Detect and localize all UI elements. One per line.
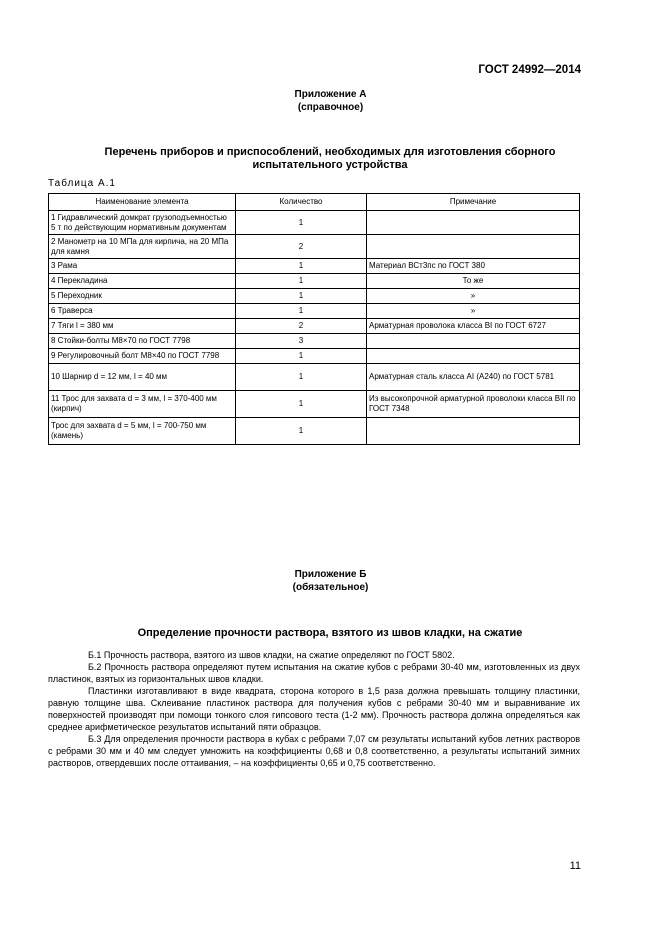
table-row	[49, 391, 580, 418]
paragraph: Б.1 Прочность раствора, взятого из швов кладки, на сжатие определяют по ГОСТ 5802.	[88, 650, 455, 660]
cell-name: 5 Переходник	[49, 289, 236, 304]
column-header-quantity: Количество	[236, 194, 367, 211]
cell-name: 11 Трос для захвата d = 3 мм, l = 370-400 мм (кирпич)	[49, 391, 236, 418]
cell-quantity: 2	[236, 235, 367, 259]
cell-note: Материал ВСт3пс по ГОСТ 380	[367, 259, 580, 274]
table-caption: Таблица А.1	[48, 178, 116, 189]
table-row	[49, 319, 580, 334]
cell-quantity: 1	[236, 259, 367, 274]
cell-quantity: 1	[236, 349, 367, 364]
cell-name: 10 Шарнир d = 12 мм, l = 40 мм	[49, 364, 236, 391]
paragraph: Б.3 Для определения прочности раствора в кубах с ребрами 7,07 см результаты испытаний кубов летних растворов с ребрами 30 мм и 40 мм следует умножить на коэффициенты 0,68 и 0,8 соответственно, а результаты испытаний зимних растворов, отвердевших после оттаивания, – на коэффициенты 0,65 и 0,75 соответственно.	[48, 734, 580, 768]
table-row	[49, 211, 580, 235]
cell-note	[367, 334, 580, 349]
cell-note	[367, 235, 580, 259]
cell-name: 3 Рама	[49, 259, 236, 274]
cell-quantity: 1	[236, 304, 367, 319]
cell-quantity: 1	[236, 364, 367, 391]
page-number: 11	[569, 860, 581, 872]
table-row	[49, 304, 580, 319]
cell-name: 9 Регулировочный болт М8×40 по ГОСТ 7798	[49, 349, 236, 364]
appendix-b-body	[48, 649, 580, 769]
cell-note	[367, 418, 580, 445]
cell-quantity: 1	[236, 391, 367, 418]
paragraph: Пластинки изготавливают в виде квадрата, сторона которого в 1,5 раза должна превышать толщину пластинки, равную толщине шва. Склеивание пластинок раствора для получения кубов с ребрами 30-40 мм и выравнивание их поверхностей производят при помощи тонкого слоя гипсового теста (1-2 мм). Прочность раствора должна определяться как среднее арифметическое результатов испытаний пяти образцов.	[48, 686, 580, 732]
column-header-name: Наименование элемента	[49, 194, 236, 211]
appendix-a-heading-line1: Перечень приборов и приспособлений, необходимых для изготовления сборного	[104, 146, 556, 158]
cell-note	[367, 211, 580, 235]
appendix-a-heading-line2: испытательного устройства	[252, 159, 408, 171]
document-number: ГОСТ 24992—2014	[478, 64, 581, 76]
cell-note: »	[367, 289, 580, 304]
table-row	[49, 274, 580, 289]
cell-name: 4 Перекладина	[49, 274, 236, 289]
table-row	[49, 334, 580, 349]
appendix-a-title: Приложение А	[294, 89, 367, 100]
table-row	[49, 289, 580, 304]
cell-note: Из высокопрочной арматурной проволоки класса BII по ГОСТ 7348	[367, 391, 580, 418]
table-row	[49, 418, 580, 445]
cell-name: 7 Тяги l = 380 мм	[49, 319, 236, 334]
table-row	[49, 259, 580, 274]
appendix-a-subtitle: (справочное)	[297, 102, 364, 113]
paragraph: Б.2 Прочность раствора определяют путем испытания на сжатие кубов с ребрами 30-40 мм, изготовленных из двух пластинок, взятых из горизонтальных швов кладки.	[48, 662, 580, 684]
cell-note: Арматурная сталь класса AI (А240) по ГОСТ 5781	[367, 364, 580, 391]
appendix-b-subtitle: (обязательное)	[292, 582, 369, 593]
table-header-row	[49, 194, 580, 211]
equipment-table	[48, 193, 580, 445]
cell-name: 8 Стойки-болты М8×70 по ГОСТ 7798	[49, 334, 236, 349]
cell-note: »	[367, 304, 580, 319]
table-row	[49, 349, 580, 364]
cell-quantity: 1	[236, 289, 367, 304]
table-row	[49, 364, 580, 391]
cell-quantity: 1	[236, 211, 367, 235]
column-header-note: Примечание	[367, 194, 580, 211]
cell-note	[367, 349, 580, 364]
appendix-b-title: Приложение Б	[294, 569, 367, 580]
cell-note: То же	[367, 274, 580, 289]
cell-name: 6 Траверса	[49, 304, 236, 319]
cell-name: Трос для захвата d = 5 мм, l = 700-750 мм (камень)	[49, 418, 236, 445]
appendix-b-heading: Определение прочности раствора, взятого из швов кладки, на сжатие	[137, 627, 523, 639]
table-row	[49, 235, 580, 259]
cell-quantity: 3	[236, 334, 367, 349]
cell-name: 2 Манометр на 10 МПа для кирпича, на 20 МПа для камня	[49, 235, 236, 259]
cell-note: Арматурная проволока класса BI по ГОСТ 6727	[367, 319, 580, 334]
cell-quantity: 1	[236, 274, 367, 289]
cell-quantity: 2	[236, 319, 367, 334]
cell-name: 1 Гидравлический домкрат грузоподъемностью 5 т по действующим нормативным документам	[49, 211, 236, 235]
cell-quantity: 1	[236, 418, 367, 445]
